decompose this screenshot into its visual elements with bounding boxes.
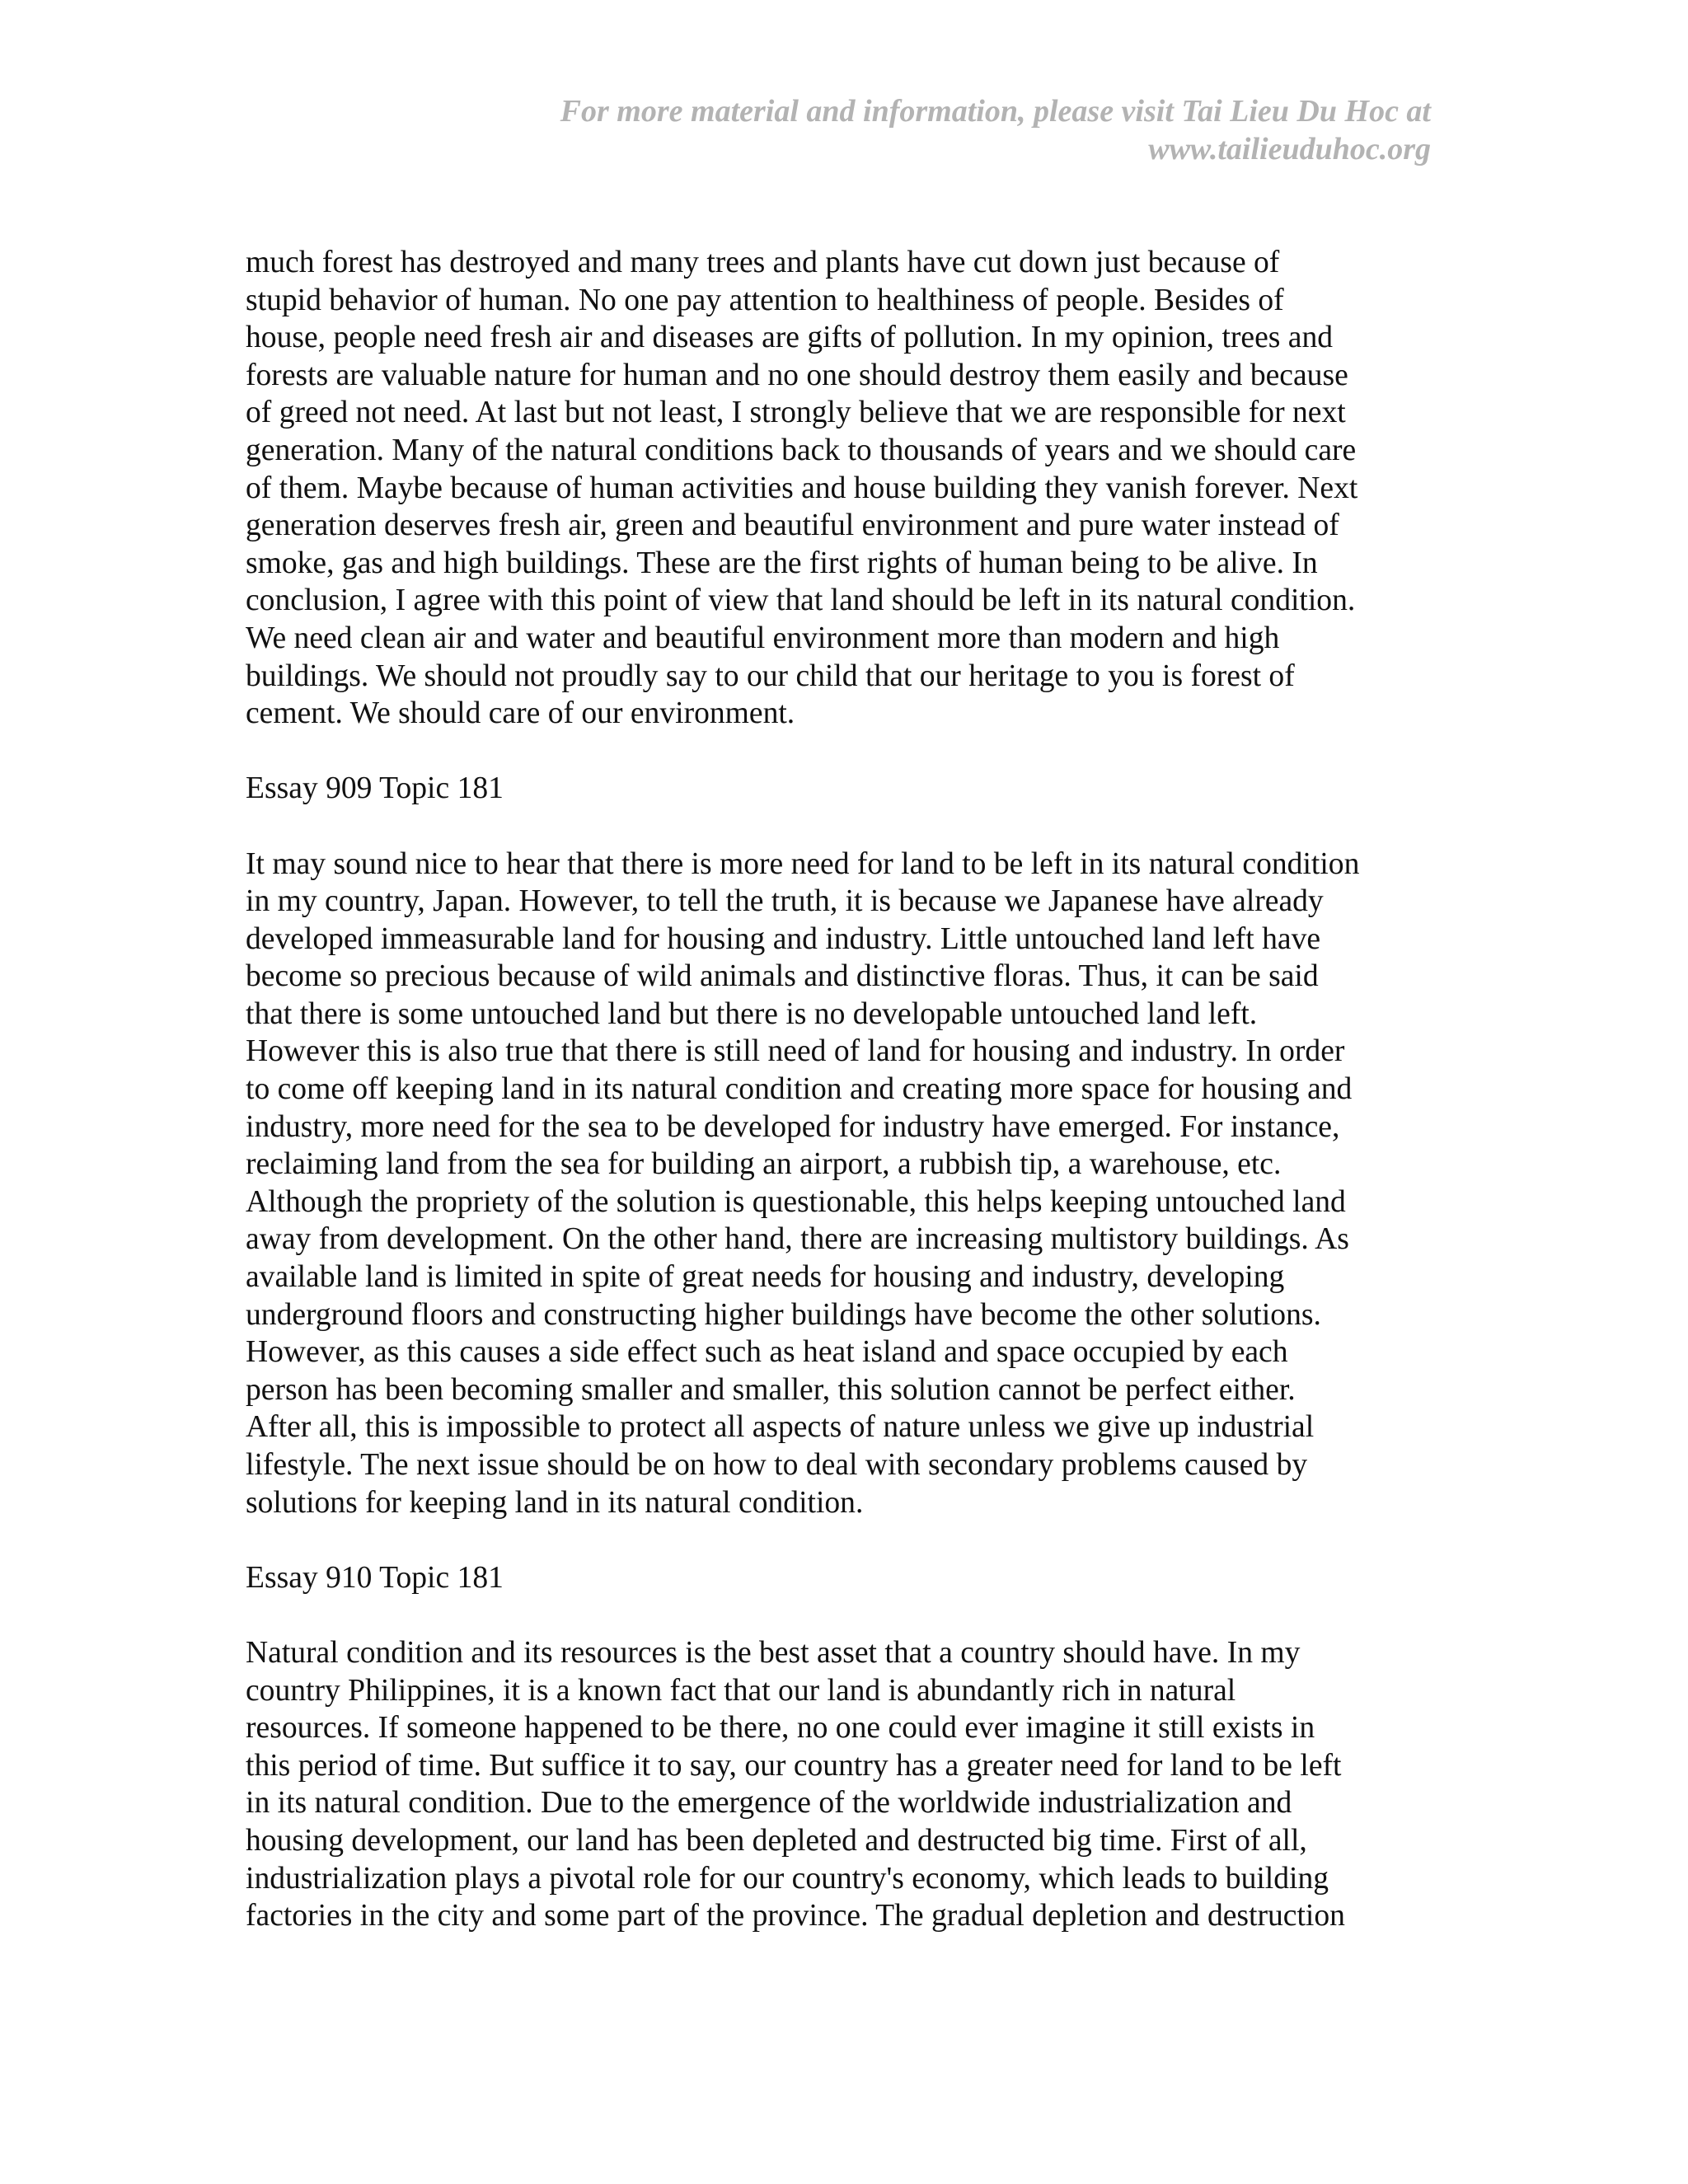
text-line: away from development. On the other hand, there are increasing multistory buildings. As bbox=[246, 1222, 1349, 1257]
text-line: stupid behavior of human. No one pay attention to healthiness of people. Besides of bbox=[246, 283, 1284, 317]
text-line: Essay 909 Topic 181 bbox=[246, 771, 504, 806]
text-line: Essay 910 Topic 181 bbox=[246, 1560, 504, 1595]
essay-910-heading bbox=[246, 1559, 1432, 1597]
text-line: of them. Maybe because of human activities and house building they vanish forever. Next bbox=[246, 471, 1358, 505]
text-line: industrialization plays a pivotal role for our country's economy, which leads to building bbox=[246, 1861, 1329, 1896]
text-line: After all, this is impossible to protect all aspects of nature unless we give up industrial bbox=[246, 1410, 1315, 1445]
text-line: in its natural condition. Due to the emergence of the worldwide industrialization and bbox=[246, 1786, 1292, 1821]
text-line: this period of time. But suffice it to say, our country has a greater need for land to be left bbox=[246, 1748, 1342, 1783]
text-line: become so precious because of wild animals and distinctive floras. Thus, it can be said bbox=[246, 959, 1319, 994]
text-line: country Philippines, it is a known fact that our land is abundantly rich in natural bbox=[246, 1673, 1236, 1708]
text-line: generation. Many of the natural conditions back to thousands of years and we should care bbox=[246, 433, 1357, 467]
text-line: that there is some untouched land but there is no developable untouched land left. bbox=[246, 996, 1258, 1031]
text-line: housing development, our land has been depleted and destructed big time. First of all, bbox=[246, 1823, 1307, 1858]
text-line: underground floors and constructing higher buildings have become the other solutions. bbox=[246, 1297, 1321, 1332]
text-line: forests are valuable nature for human and no one should destroy them easily and because bbox=[246, 358, 1348, 392]
text-line: industry, more need for the sea to be developed for industry have emerged. For instance, bbox=[246, 1109, 1340, 1144]
text-line: lifestyle. The next issue should be on how to deal with secondary problems caused by bbox=[246, 1448, 1308, 1482]
essay-continuation bbox=[246, 244, 1432, 733]
text-line: Natural condition and its resources is the best asset that a country should have. In my bbox=[246, 1635, 1301, 1670]
text-line: available land is limited in spite of great needs for housing and industry, developing bbox=[246, 1260, 1285, 1295]
text-line: conclusion, I agree with this point of view that land should be left in its natural condition. bbox=[246, 583, 1356, 618]
text-line: buildings. We should not proudly say to our child that our heritage to you is forest of bbox=[246, 658, 1295, 693]
text-line: It may sound nice to hear that there is more need for land to be left in its natural condition bbox=[246, 846, 1360, 881]
text-line: However, as this causes a side effect such as heat island and space occupied by each bbox=[246, 1335, 1288, 1370]
text-line: Although the propriety of the solution is questionable, this helps keeping untouched land bbox=[246, 1184, 1346, 1219]
text-line: to come off keeping land in its natural condition and creating more space for housing and bbox=[246, 1072, 1353, 1107]
essay-909-body bbox=[246, 846, 1432, 1522]
text-line: cement. We should care of our environment. bbox=[246, 696, 795, 731]
header-line-1: For more material and information, please visit Tai Lieu Du Hoc at bbox=[560, 94, 1431, 129]
text-line: developed immeasurable land for housing and industry. Little untouched land left have bbox=[246, 921, 1321, 956]
text-line: factories in the city and some part of the province. The gradual depletion and destruction bbox=[246, 1899, 1345, 1933]
text-line: of greed not need. At last but not least, I strongly believe that we are responsible for next bbox=[246, 396, 1346, 430]
text-line: in my country, Japan. However, to tell the truth, it is because we Japanese have already bbox=[246, 884, 1324, 919]
document-body bbox=[246, 244, 1432, 1972]
text-line: house, people need fresh air and diseases are gifts of pollution. In my opinion, trees and bbox=[246, 321, 1334, 355]
text-line: reclaiming land from the sea for building an airport, a rubbish tip, a warehouse, etc. bbox=[246, 1147, 1282, 1182]
text-line: solutions for keeping land in its natural condition. bbox=[246, 1485, 864, 1520]
essay-910-body bbox=[246, 1634, 1432, 1935]
text-line: generation deserves fresh air, green and beautiful environment and pure water instead of bbox=[246, 509, 1339, 543]
essay-909-heading bbox=[246, 770, 1432, 808]
text-line: much forest has destroyed and many trees and plants have cut down just because of bbox=[246, 246, 1280, 279]
text-line: We need clean air and water and beautiful environment more than modern and high bbox=[246, 621, 1280, 655]
page-header bbox=[195, 92, 1431, 168]
text-line: person has been becoming smaller and smaller, this solution cannot be perfect either. bbox=[246, 1372, 1296, 1407]
text-line: resources. If someone happened to be there, no one could ever imagine it still exists in bbox=[246, 1711, 1315, 1746]
text-line: However this is also true that there is still need of land for housing and industry. In order bbox=[246, 1034, 1345, 1069]
header-line-2: www.tailieuduhoc.org bbox=[1148, 132, 1431, 166]
text-line: smoke, gas and high buildings. These are the first rights of human being to be alive. In bbox=[246, 546, 1318, 580]
